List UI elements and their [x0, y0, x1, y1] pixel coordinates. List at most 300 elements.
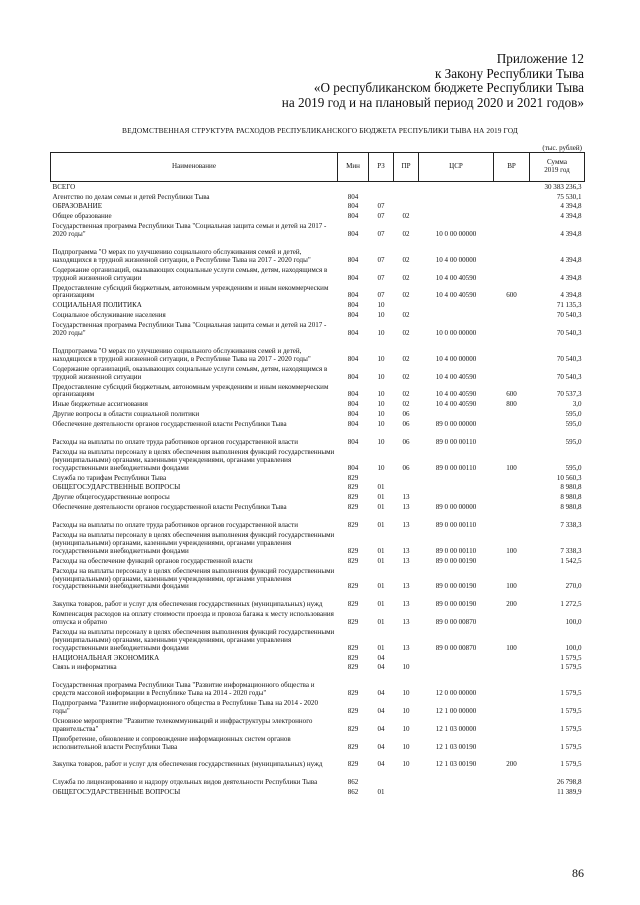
cell-vr [494, 672, 530, 698]
cell-rz: 01 [377, 546, 385, 555]
cell-sum: 71 135,3 [556, 301, 582, 310]
cell-name: Обеспечение деятельности органов государственной власти Республики Тыва [52, 503, 287, 512]
cell-pr: 06 [402, 420, 410, 429]
table-header-row [51, 153, 585, 182]
col-header-vr: ВР [494, 153, 530, 182]
cell-vr [494, 716, 530, 734]
cell-name: Служба по тарифам Республики Тыва [52, 473, 167, 482]
cell-csr: 89 0 00 00190 [435, 600, 477, 609]
cell-rz: 04 [377, 760, 385, 769]
cell-pr: 10 [402, 689, 410, 698]
cell-name: Подпрограмма "О мерах по улучшению социального обслуживания семей и детей, находящихся в трудной жизненной ситуации, в Республике Тыва на 2017 - 2020 годы" [52, 346, 311, 363]
cell-csr [419, 652, 494, 662]
table-row [51, 239, 585, 265]
table-row [51, 672, 585, 698]
cell-csr [419, 787, 494, 797]
cell-rz: 01 [377, 617, 385, 626]
cell-rz: 07 [377, 273, 385, 282]
cell-csr: 10 4 00 40590 [435, 273, 477, 282]
cell-pr: 13 [402, 582, 410, 591]
cell-vr [494, 492, 530, 502]
cell-name: Агентство по делам семьи и детей Республики Тыва [52, 192, 210, 201]
cell-sum: 100,0 [565, 643, 582, 652]
cell-sum: 70 540,3 [556, 354, 582, 363]
cell-pr [394, 652, 419, 662]
cell-min: 804 [347, 301, 359, 310]
cell-vr [494, 191, 530, 201]
cell-vr [494, 769, 530, 787]
cell-pr: 06 [402, 410, 410, 419]
page-number: 86 [572, 866, 584, 880]
cell-sum: 10 560,3 [556, 473, 582, 482]
col-header-pr: ПР [394, 153, 419, 182]
cell-pr: 10 [402, 760, 410, 769]
col-header-rz: РЗ [369, 153, 394, 182]
cell-sum: 70 540,3 [556, 372, 582, 381]
cell-min: 829 [347, 653, 359, 662]
budget-table [50, 152, 585, 797]
table-row [51, 716, 585, 734]
cell-rz: 01 [377, 503, 385, 512]
cell-vr [494, 300, 530, 310]
cell-sum: 7 338,3 [560, 546, 582, 555]
cell-vr [494, 182, 530, 192]
cell-pr: 06 [402, 437, 410, 446]
cell-sum: 70 540,3 [556, 329, 582, 338]
cell-name: Содержание организаций, оказывающих социальные услуги семьям, детям, находящимся в трудной жизненной ситуации [52, 364, 328, 381]
cell-rz: 01 [377, 493, 385, 502]
cell-name: Государственная программа Республики Тыва "Социальная защита семьи и детей на 2017 - 2020 годы" [52, 222, 327, 239]
cell-csr [419, 472, 494, 482]
table-row [51, 566, 585, 592]
cell-sum: 1 579,5 [560, 706, 582, 715]
cell-csr: 89 0 00 00870 [435, 643, 477, 652]
cell-vr: 100 [506, 582, 517, 591]
cell-sum: 595,0 [565, 410, 582, 419]
cell-name: Расходы на выплаты по оплате труда работников органов государственной власти [52, 521, 298, 530]
cell-name: ОБЩЕГОСУДАРСТВЕННЫЕ ВОПРОСЫ [52, 788, 181, 797]
cell-rz: 10 [377, 301, 385, 310]
cell-min: 829 [347, 706, 359, 715]
cell-rz: 04 [377, 742, 385, 751]
cell-min: 829 [347, 556, 359, 565]
cell-rz: 04 [377, 724, 385, 733]
cell-name: Обеспечение деятельности органов государственной власти Республики Тыва [52, 420, 287, 429]
cell-min: 829 [347, 473, 359, 482]
cell-vr [494, 698, 530, 716]
cell-rz: 01 [377, 788, 385, 797]
table-row [51, 751, 585, 769]
cell-sum: 1 579,5 [560, 760, 582, 769]
cell-vr [494, 211, 530, 221]
cell-csr [419, 409, 494, 419]
cell-vr: 600 [506, 390, 517, 399]
table-row [51, 282, 585, 300]
cell-rz: 04 [377, 653, 385, 662]
cell-csr [419, 482, 494, 492]
cell-sum: 595,0 [565, 437, 582, 446]
cell-name: Расходы на выплаты персоналу в целях обеспечения выполнения функций государственными (муниципальными) органами, казенными учреждениями, органами управления государственными внебюджетными фондами [52, 447, 335, 472]
cell-csr: 10 4 00 40590 [435, 291, 477, 300]
cell-vr: 100 [506, 546, 517, 555]
table-row [51, 221, 585, 239]
cell-pr: 13 [402, 521, 410, 530]
table-row [51, 492, 585, 502]
table-row [51, 502, 585, 512]
cell-vr [494, 472, 530, 482]
cell-name: Приобретение, обновление и сопровождение информационных систем органов исполнительной власти Республики Тыва [52, 734, 291, 751]
cell-rz: 10 [377, 400, 385, 409]
cell-sum: 3,0 [572, 400, 582, 409]
cell-pr: 02 [402, 390, 410, 399]
cell-pr: 13 [402, 556, 410, 565]
cell-pr: 02 [402, 273, 410, 282]
cell-csr: 89 0 00 00000 [435, 420, 477, 429]
cell-rz: 07 [377, 255, 385, 264]
table-row [51, 662, 585, 672]
table-row [51, 447, 585, 473]
table-row [51, 627, 585, 653]
cell-min: 862 [347, 788, 359, 797]
col-header-csr: ЦСР [419, 153, 494, 182]
cell-vr: 600 [506, 291, 517, 300]
cell-name: Другие вопросы в области социальной политики [52, 410, 200, 419]
cell-csr: 12 1 00 00000 [435, 706, 477, 715]
cell-vr: 200 [506, 760, 517, 769]
cell-sum: 1 579,5 [560, 742, 582, 751]
cell-name: Закупка товаров, работ и услуг для обеспечения государственных (муниципальных) нужд [52, 600, 323, 609]
cell-min: 829 [347, 760, 359, 769]
cell-pr: 13 [402, 643, 410, 652]
table-row [51, 310, 585, 320]
cell-csr: 89 0 00 00190 [435, 556, 477, 565]
cell-min: 829 [347, 600, 359, 609]
cell-rz: 04 [377, 689, 385, 698]
cell-rz: 10 [377, 437, 385, 446]
cell-name: Государственная программа Республики Тыва "Социальная защита семьи и детей на 2017 - 2020 годы" [52, 321, 327, 338]
cell-name: Расходы на выплаты персоналу в целях обеспечения выполнения функций государственными (муниципальными) органами, казенными учреждениями, органами управления государственными внебюджетными фондами [52, 566, 335, 591]
cell-min: 829 [347, 483, 359, 492]
cell-pr: 13 [402, 503, 410, 512]
table-row [51, 482, 585, 492]
table-row [51, 338, 585, 364]
cell-name: СОЦИАЛЬНАЯ ПОЛИТИКА [52, 301, 142, 310]
cell-sum: 26 798,8 [556, 778, 582, 787]
cell-name: Содержание организаций, оказывающих социальные услуги семьям, детям, находящимся в трудной жизненной ситуации [52, 265, 328, 282]
col-header-sum-line2: 2019 год [544, 166, 570, 174]
cell-rz [369, 472, 394, 482]
cell-name: Предоставление субсидий бюджетным, автономным учреждениям и иным некоммерческим организациям [52, 283, 329, 300]
cell-min: 829 [347, 493, 359, 502]
cell-sum: 1 579,5 [560, 689, 582, 698]
cell-min: 804 [347, 311, 359, 320]
cell-pr: 10 [402, 724, 410, 733]
cell-vr: 100 [506, 463, 517, 472]
cell-name: Служба по лицензированию и надзору отдельных видов деятельности Республики Тыва [52, 778, 318, 787]
cell-sum: 1 579,5 [560, 653, 582, 662]
cell-sum: 1 272,5 [560, 600, 582, 609]
cell-vr: 100 [506, 643, 517, 652]
cell-min: 804 [347, 410, 359, 419]
table-row [51, 419, 585, 429]
cell-vr [494, 429, 530, 447]
cell-csr: 10 0 00 00000 [435, 230, 477, 239]
cell-rz: 04 [377, 706, 385, 715]
cell-pr: 02 [402, 255, 410, 264]
cell-vr [494, 201, 530, 211]
cell-vr [494, 364, 530, 382]
cell-min: 804 [347, 354, 359, 363]
appendix-line: к Закону Республики Тыва [434, 65, 584, 81]
cell-csr: 89 0 00 00110 [435, 521, 477, 530]
cell-name: Связь и информатика [52, 663, 117, 672]
table-row [51, 429, 585, 447]
cell-min: 829 [347, 617, 359, 626]
cell-csr [419, 201, 494, 211]
cell-min: 804 [347, 255, 359, 264]
cell-pr: 13 [402, 546, 410, 555]
cell-name: Расходы на выплаты по оплате труда работников органов государственной власти [52, 437, 298, 446]
table-row [51, 530, 585, 556]
cell-vr [494, 734, 530, 752]
appendix-header [282, 52, 584, 110]
document-title: ВЕДОМСТВЕННАЯ СТРУКТУРА РАСХОДОВ РЕСПУБЛИКАНСКОГО БЮДЖЕТА РЕСПУБЛИКИ ТЫВА НА 2019 ГОД [122, 126, 518, 135]
cell-sum: 4 394,8 [560, 212, 582, 221]
table-row [51, 300, 585, 310]
cell-pr: 13 [402, 600, 410, 609]
cell-pr: 02 [402, 311, 410, 320]
cell-csr [419, 300, 494, 310]
cell-vr [494, 338, 530, 364]
cell-csr [419, 211, 494, 221]
cell-vr [494, 556, 530, 566]
cell-name: Расходы на выплаты персоналу в целях обеспечения выполнения функций государственными (муниципальными) органами, казенными учреждениями, органами управления государственными внебюджетными фондами [52, 531, 335, 555]
cell-min: 829 [347, 582, 359, 591]
cell-sum: 4 394,8 [560, 291, 582, 300]
cell-vr [494, 320, 530, 338]
table-row [51, 265, 585, 283]
cell-name: Иные бюджетные ассигнования [52, 400, 148, 409]
cell-vr [494, 512, 530, 530]
cell-sum: 75 530,1 [556, 192, 582, 201]
cell-min: 862 [347, 778, 359, 787]
cell-min: 829 [347, 742, 359, 751]
table-row [51, 609, 585, 627]
cell-csr: 10 4 00 40590 [435, 390, 477, 399]
cell-sum: 8 980,8 [560, 493, 582, 502]
appendix-line: «О республиканском бюджете Республики Тыва [313, 80, 584, 96]
table-row [51, 652, 585, 662]
cell-csr: 89 0 00 00110 [435, 546, 477, 555]
cell-pr [394, 201, 419, 211]
cell-sum: 1 579,5 [560, 724, 582, 733]
cell-sum: 270,0 [565, 582, 582, 591]
table-row [51, 399, 585, 409]
cell-min: 829 [347, 546, 359, 555]
cell-csr: 12 1 03 00000 [435, 724, 477, 733]
table-row [51, 591, 585, 609]
cell-sum: 11 389,9 [557, 788, 582, 797]
cell-rz: 10 [377, 329, 385, 338]
cell-csr: 10 4 00 00000 [435, 354, 477, 363]
table-row [51, 734, 585, 752]
cell-csr: 10 4 00 40590 [435, 400, 477, 409]
cell-min: 804 [347, 372, 359, 381]
cell-min: 804 [347, 273, 359, 282]
cell-csr: 12 0 00 00000 [435, 689, 477, 698]
cell-pr: 02 [402, 354, 410, 363]
cell-pr [394, 182, 419, 192]
cell-rz: 10 [377, 390, 385, 399]
cell-sum: 70 537,3 [556, 390, 582, 399]
cell-pr [394, 787, 419, 797]
cell-name: Компенсация расходов на оплату стоимости проезда и провоза багажа к месту использования отпуска и обратно [52, 610, 334, 626]
cell-name: ВСЕГО [52, 182, 76, 191]
cell-vr [494, 652, 530, 662]
cell-name: Другие общегосударственные вопросы [52, 493, 170, 502]
cell-rz: 01 [377, 643, 385, 652]
cell-sum: 595,0 [565, 463, 582, 472]
cell-sum: 4 394,8 [560, 230, 582, 239]
cell-min: 829 [347, 643, 359, 652]
cell-rz: 07 [377, 230, 385, 239]
cell-vr [494, 239, 530, 265]
table-row [51, 364, 585, 382]
cell-name: ОБЩЕГОСУДАРСТВЕННЫЕ ВОПРОСЫ [52, 483, 181, 492]
cell-pr [394, 300, 419, 310]
cell-vr [494, 419, 530, 429]
cell-vr [494, 310, 530, 320]
cell-csr [419, 492, 494, 502]
cell-sum: 7 338,3 [560, 521, 582, 530]
cell-name: Подпрограмма "Развитие информационного общества в Республике Тыва на 2014 - 2020 годы" [52, 699, 318, 715]
cell-pr: 06 [402, 463, 410, 472]
table-row [51, 698, 585, 716]
cell-pr: 02 [402, 291, 410, 300]
cell-min: 804 [347, 420, 359, 429]
cell-rz: 07 [377, 212, 385, 221]
cell-rz: 01 [377, 521, 385, 530]
cell-min: 829 [347, 503, 359, 512]
cell-pr: 13 [402, 493, 410, 502]
cell-csr [419, 191, 494, 201]
cell-sum: 8 980,8 [560, 503, 582, 512]
cell-min: 804 [347, 390, 359, 399]
cell-rz: 07 [377, 291, 385, 300]
cell-min: 829 [347, 724, 359, 733]
cell-min [338, 182, 369, 192]
cell-sum: 8 980,8 [560, 483, 582, 492]
cell-rz: 10 [377, 372, 385, 381]
cell-name: Основное мероприятие "Развитие телекоммуникаций и инфраструктуры электронного правительства" [52, 716, 313, 733]
cell-min: 829 [347, 521, 359, 530]
table-row [51, 211, 585, 221]
cell-sum: 30 383 236,3 [544, 182, 582, 191]
table-row [51, 409, 585, 419]
cell-csr: 89 0 00 00000 [435, 503, 477, 512]
cell-csr [419, 769, 494, 787]
cell-vr [494, 502, 530, 512]
cell-name: Расходы на выплаты персоналу в целях обеспечения выполнения функций государственными (муниципальными) органами, казенными учреждениями, органами управления государственными внебюджетными фондами [52, 627, 335, 652]
cell-name: Закупка товаров, работ и услуг для обеспечения государственных (муниципальных) нужд [52, 760, 323, 769]
table-row [51, 191, 585, 201]
cell-pr [394, 472, 419, 482]
cell-rz: 10 [377, 463, 385, 472]
cell-csr: 10 0 00 00000 [435, 329, 477, 338]
cell-sum: 1 542,5 [560, 556, 582, 565]
table-row [51, 381, 585, 399]
cell-sum: 4 394,8 [560, 202, 582, 211]
cell-name: Общее образование [52, 212, 112, 221]
cell-csr: 89 0 00 00110 [435, 437, 477, 446]
cell-rz: 10 [377, 354, 385, 363]
cell-min: 804 [347, 437, 359, 446]
appendix-line: Приложение 12 [496, 51, 584, 66]
table-row [51, 769, 585, 787]
cell-rz: 01 [377, 483, 385, 492]
cell-vr [494, 787, 530, 797]
col-header-min: Мин [338, 153, 369, 182]
cell-min: 829 [347, 689, 359, 698]
table-row [51, 201, 585, 211]
cell-rz: 10 [377, 410, 385, 419]
cell-csr: 12 1 03 00190 [435, 742, 477, 751]
cell-rz: 01 [377, 556, 385, 565]
cell-csr [419, 662, 494, 672]
cell-csr: 89 0 00 00110 [435, 463, 477, 472]
cell-pr [394, 191, 419, 201]
cell-min: 804 [347, 291, 359, 300]
unit-note: (тыс. рублей) [542, 144, 582, 152]
cell-csr: 10 4 00 00000 [435, 255, 477, 264]
cell-name: ОБРАЗОВАНИЕ [52, 202, 103, 211]
cell-csr: 10 4 00 40590 [435, 372, 477, 381]
cell-vr [494, 221, 530, 239]
cell-rz: 07 [377, 202, 385, 211]
table-row [51, 182, 585, 192]
cell-vr: 800 [506, 400, 517, 409]
cell-name: Государственная программа Республики Тыва "Развитие информационного общества и средств массовой информации в Республике Тыва на 2014 - 2020 годы" [52, 681, 315, 698]
cell-rz [369, 191, 394, 201]
cell-pr: 02 [402, 329, 410, 338]
cell-sum: 1 579,5 [560, 663, 582, 672]
cell-min: 829 [347, 663, 359, 672]
cell-name: Подпрограмма "О мерах по улучшению социального обслуживания семей и детей, находящихся в трудной жизненной ситуации, в Республике Тыва на 2017 - 2020 годы" [52, 248, 311, 264]
cell-min: 804 [347, 400, 359, 409]
table-row [51, 556, 585, 566]
cell-sum: 100,0 [565, 617, 582, 626]
col-header-name: Наименование [51, 153, 338, 182]
cell-sum: 4 394,8 [560, 273, 582, 282]
cell-min: 804 [347, 230, 359, 239]
cell-vr: 200 [506, 600, 517, 609]
cell-pr: 10 [402, 663, 410, 672]
cell-csr: 89 0 00 00870 [435, 617, 477, 626]
cell-name: Предоставление субсидий бюджетным, автономным учреждениям и иным некоммерческим организациям [52, 382, 329, 399]
cell-pr [394, 482, 419, 492]
cell-rz [369, 769, 394, 787]
cell-pr: 02 [402, 230, 410, 239]
cell-pr: 13 [402, 617, 410, 626]
cell-rz: 01 [377, 600, 385, 609]
cell-pr: 10 [402, 742, 410, 751]
table-row [51, 472, 585, 482]
cell-vr [494, 609, 530, 627]
table-row [51, 787, 585, 797]
cell-pr: 02 [402, 212, 410, 221]
cell-pr [394, 769, 419, 787]
cell-min: 804 [347, 192, 359, 201]
